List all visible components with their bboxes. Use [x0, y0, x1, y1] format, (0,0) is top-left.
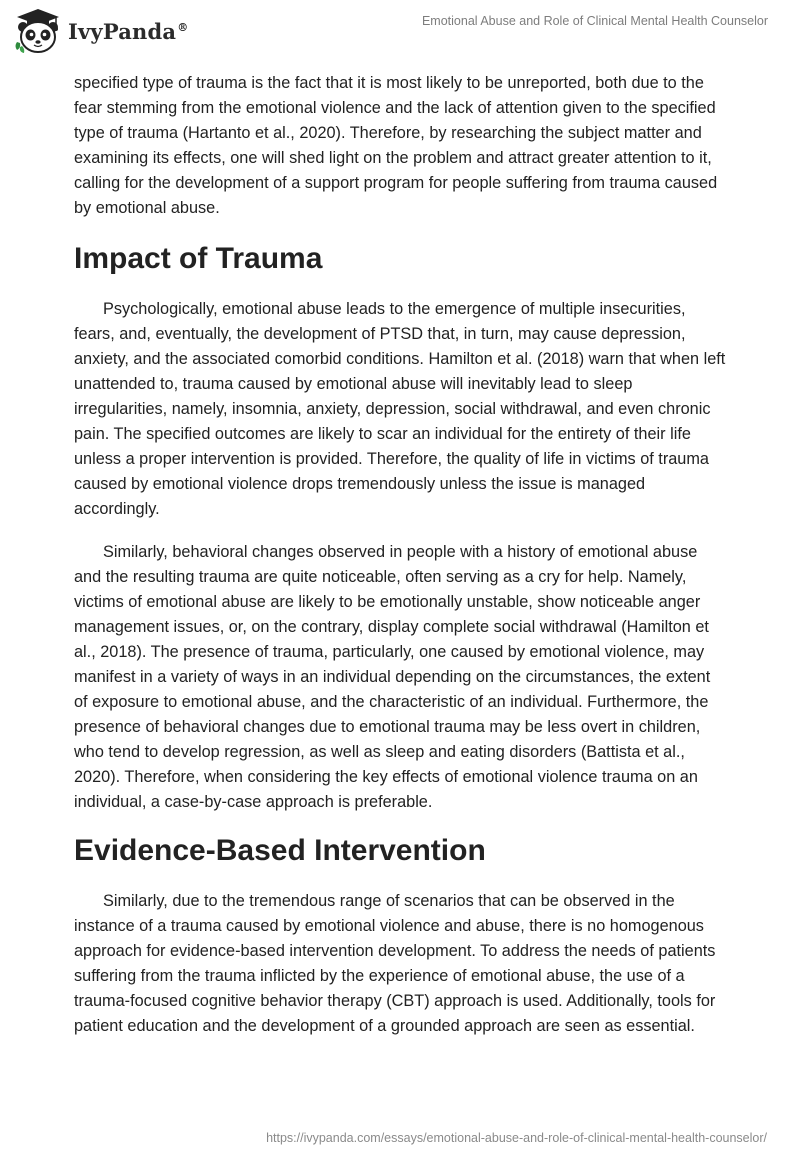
panda-graduate-icon — [14, 8, 62, 54]
document-title: Emotional Abuse and Role of Clinical Mental Health Counselor — [421, 14, 768, 28]
paragraph: Psychologically, emotional abuse leads to the emergence of multiple insecurities, fears, and, eventually, the development of PTSD that, in turn, may cause depression, anxiety, and the associated comorbid conditions. Hamilton et al. (2018) warn that when left unattended to, trauma caused by emotional abuse will inevitably lead to sleep irregularities, namely, insomnia, anxiety, depression, social withdrawal, and even chronic pain. The specified outcomes are likely to scar an individual for the entirety of their life unless a proper intervention is provided. Therefore, the quality of life in victims of trauma caused by emotional violence drops tremendously unless the issue is managed accordingly. — [74, 300, 726, 518]
registered-mark: ® — [177, 20, 189, 34]
logo-wordmark: IvyPanda® — [68, 18, 189, 44]
source-url-link[interactable]: https://ivypanda.com/essays/emotional-abuse-and-role-of-clinical-mental-health-counselor/ — [266, 1131, 767, 1145]
page-header — [0, 0, 800, 62]
section-heading-evidence-based-intervention: Evidence-Based Intervention — [74, 834, 486, 867]
essay-content — [74, 71, 728, 1057]
intro-paragraph: specified type of trauma is the fact that it is most likely to be unreported, both due to the fear stemming from the emotional violence and the lack of attention given to the specified type of trauma (Hartanto et al., 2020). Therefore, by researching the subject matter and examining its effects, one will shed light on the problem and attract greater attention to it, calling for the development of a support program for people suffering from trauma caused by emotional abuse. — [74, 74, 718, 217]
paragraph: Similarly, due to the tremendous range of scenarios that can be observed in the instance of a trauma caused by emotional violence and abuse, there is no homogenous approach for evidence-based intervention development. To address the needs of patients suffering from the trauma inflicted by the experience of emotional abuse, the use of a trauma-focused cognitive behavior therapy (CBT) approach is used. Additionally, tools for patient education and the development of a grounded approach are seen as essential. — [74, 892, 716, 1035]
paragraph: Similarly, behavioral changes observed in people with a history of emotional abuse and the resulting trauma are quite noticeable, often serving as a cry for help. Namely, victims of emotional abuse are likely to be emotionally unstable, show noticeable anger management issues, or, on the contrary, display complete social withdrawal (Hamilton et al., 2018). The presence of trauma, particularly, one caused by emotional violence, may manifest in a variety of ways in an individual depending on the circumstances, the extent of exposure to emotional abuse, and the characteristic of an individual. Furthermore, the presence of behavioral changes due to emotional trauma may be less overt in children, who tend to develop regression, as well as sleep and eating disorders (Battista et al., 2020). Therefore, when considering the key effects of emotional violence trauma on an individual, a case-by-case approach is preferable. — [74, 543, 711, 811]
ivypanda-logo[interactable] — [14, 8, 188, 54]
section-heading-impact-of-trauma: Impact of Trauma — [74, 242, 323, 275]
